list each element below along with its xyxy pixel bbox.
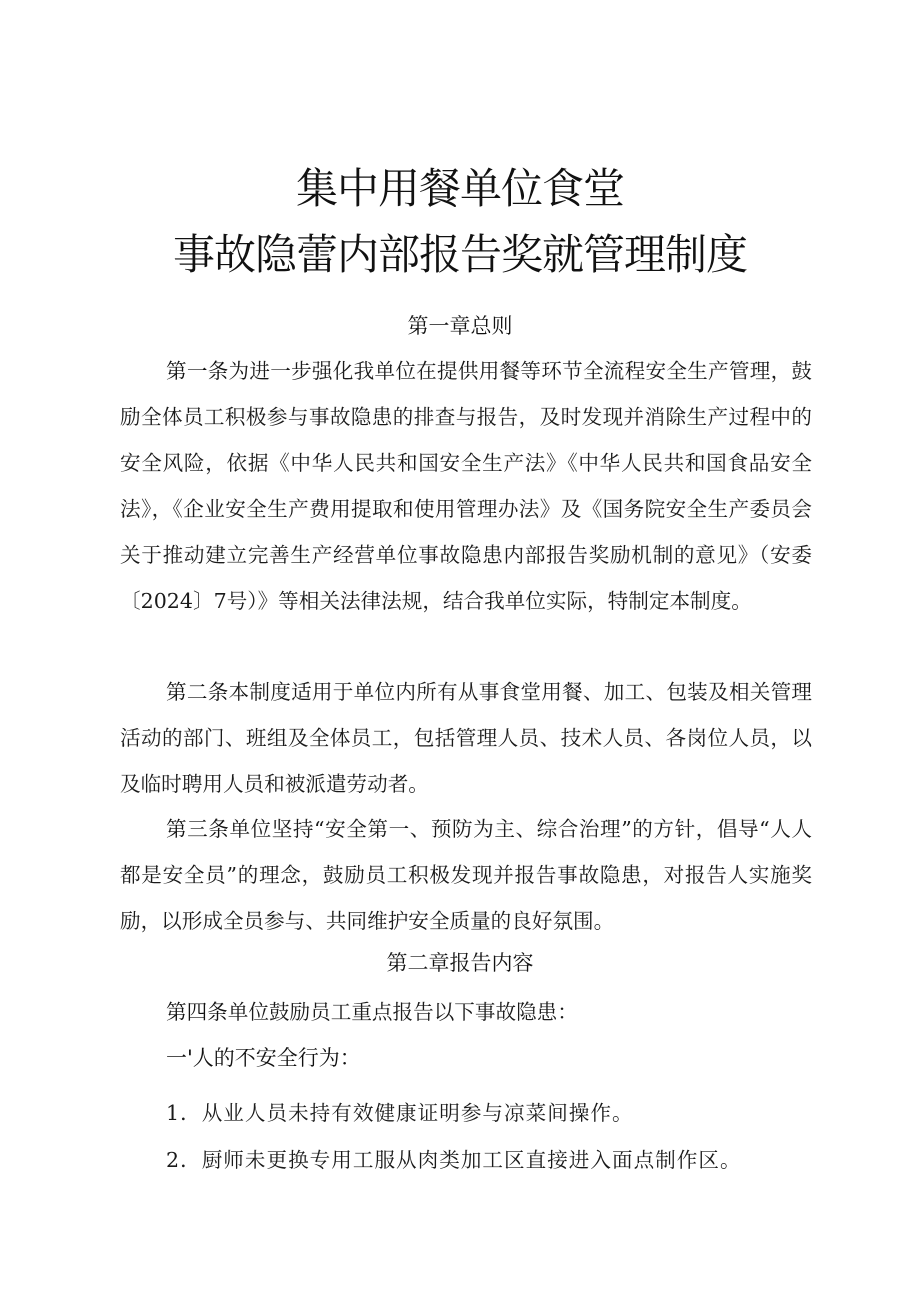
- article-3: [120, 806, 812, 944]
- section-heading-unsafe-behavior: 一'人的不安全行为：: [166, 1046, 361, 1070]
- article-3-text: 单位坚持“安全第一、预防为主、综合治理”的方针，倡导“人人都是安全员”的理念，鼓励员工积极发现并报告事故隐患，对报告人实施奖励，以形成全员参与、共同维护安全质量的良好氛围。: [120, 817, 812, 933]
- article-4-text: 单位鼓励员工重点报告以下事故隐患：: [227, 1000, 578, 1024]
- article-2-label: 第二条: [166, 680, 229, 704]
- article-1: [120, 348, 812, 624]
- article-4-label: 第四条: [166, 1000, 228, 1024]
- article-1-text: 为进一步强化我单位在提供用餐等环节全流程安全生产管理，鼓励全体员工积极参与事故隐患的排查与报告，及时发现并消除生产过程中的安全风险，依据《中华人民共和国安全生产法》《中华人民共和国食品安全法》，《企业安全生产费用提取和使用管理办法》及《国务院安全生产委员会关于推动建立完善生产经营单位事故隐患内部报告奖励机制的意见》（安委〔2024〕7号）》等相关法律法规，结合我单位实际，特制定本制度。: [120, 359, 813, 613]
- article-2-text: 本制度适用于单位内所有从事食堂用餐、加工、包装及相关管理活动的部门、班组及全体员工，包括管理人员、技术人员、各岗位人员，以及临时聘用人员和被派遣劳动者。: [120, 680, 813, 796]
- list-item: 1．从业人员未持有效健康证明参与凉菜间操作。: [166, 1101, 634, 1125]
- article-1-label: 第一条: [166, 359, 229, 383]
- document-title-line-2: 事故隐蕾内部报告奖就管理制度: [172, 230, 747, 279]
- article-3-label: 第三条: [166, 817, 230, 841]
- chapter-1-heading: 第一章总则: [407, 314, 513, 338]
- list-item: 2．厨师未更换专用工服从肉类加工区直接进入面点制作区。: [166, 1148, 742, 1172]
- chapter-2-heading: 第二章报告内容: [386, 951, 534, 975]
- document-title-line-1: 集中用餐单位食堂: [295, 164, 624, 213]
- article-4: [166, 995, 578, 1025]
- article-2: [120, 669, 812, 807]
